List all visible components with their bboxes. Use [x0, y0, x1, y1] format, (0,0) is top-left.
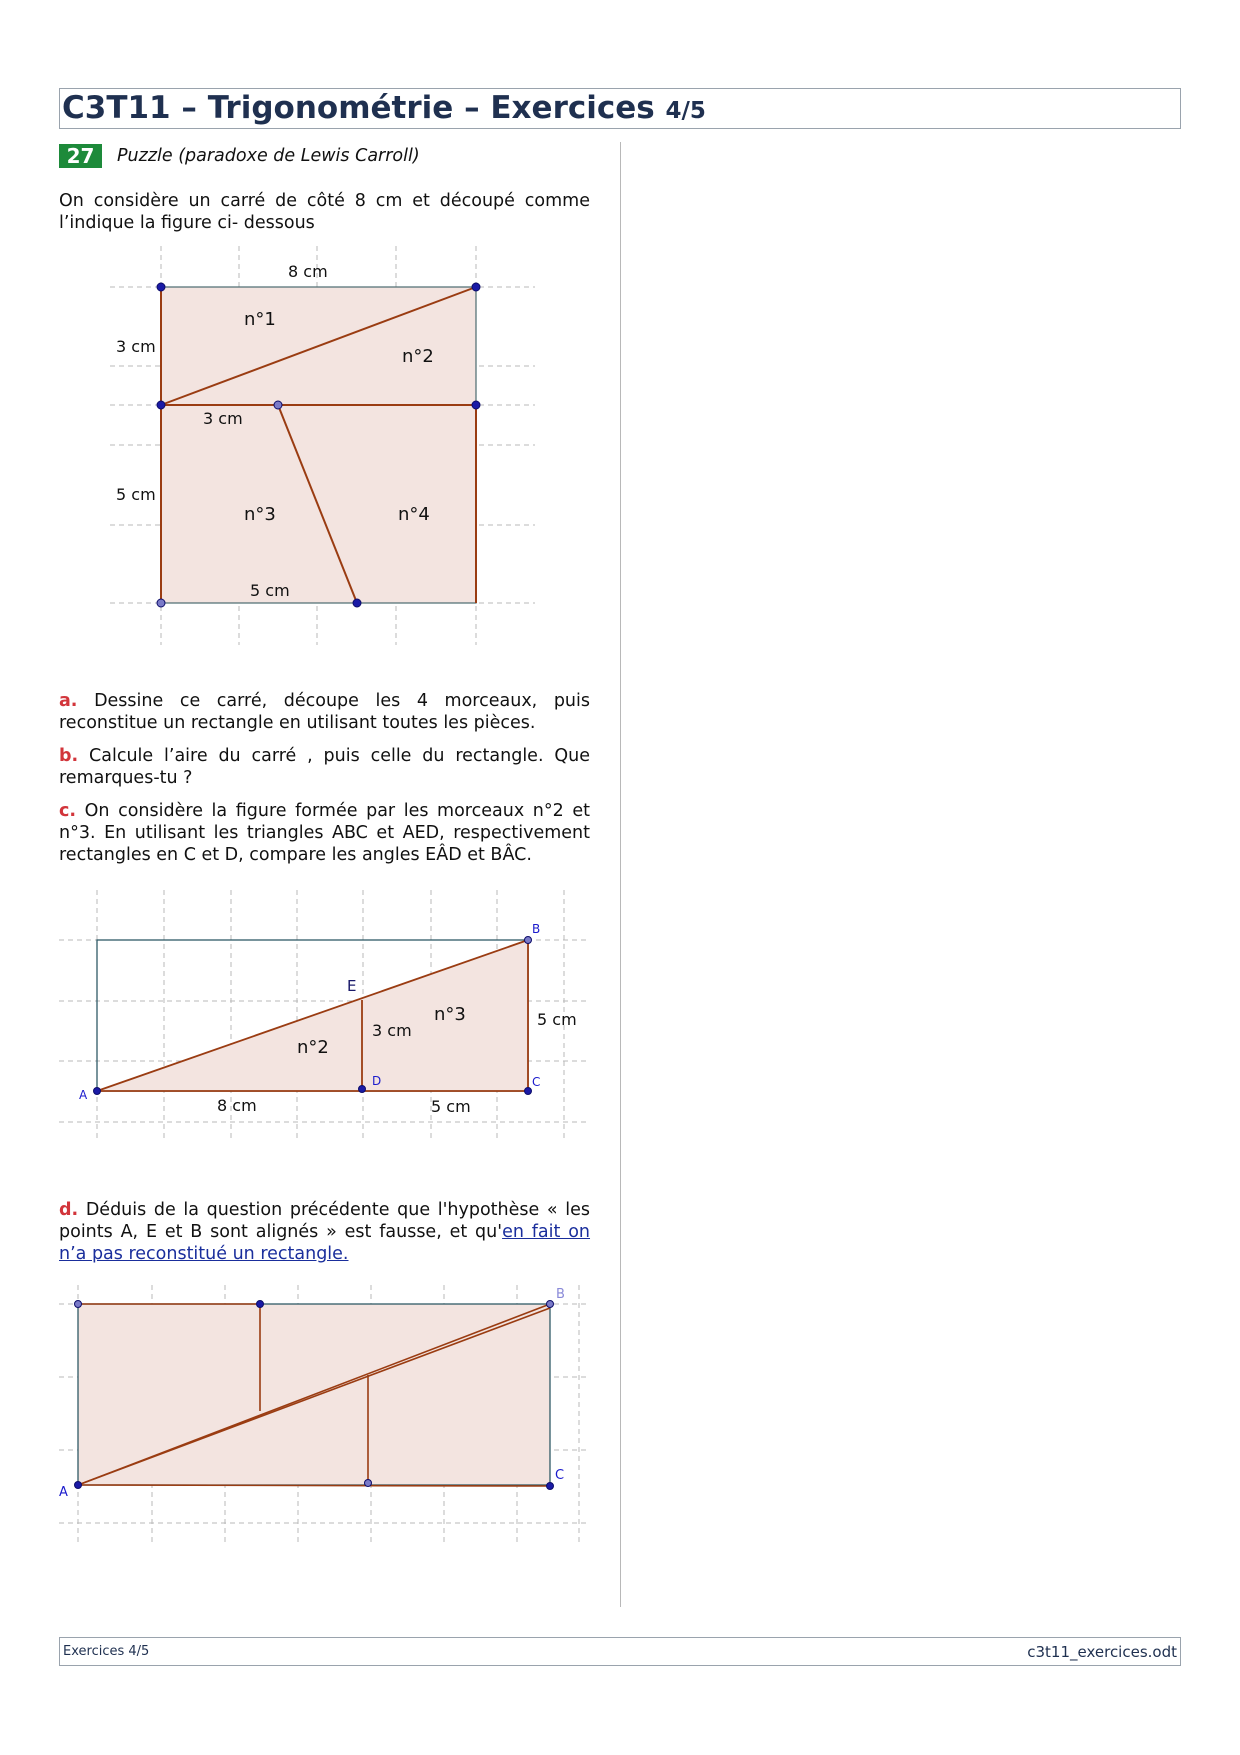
- question-text: Dessine ce carré, découpe les 4 morceaux, puis reconstitue un rectangle en utilisant toutes les pièces.: [59, 691, 590, 733]
- point-label-d: D: [372, 1074, 382, 1088]
- figure-triangles-abc-aed: [59, 890, 594, 1145]
- point-label-c: C: [555, 1468, 565, 1483]
- exercise-title: Puzzle (paradoxe de Lewis Carroll): [117, 146, 420, 166]
- question-letter: d.: [59, 1200, 79, 1220]
- title-text: C3T11 – Trigonométrie – Exercices: [62, 90, 655, 126]
- label-dc: 5 cm: [431, 1097, 471, 1116]
- label-left-top: 3 cm: [116, 337, 156, 356]
- footer-page-label: Exercices 4/5: [63, 1644, 150, 1659]
- question-c: [59, 800, 590, 866]
- question-text: Calcule l’aire du carré , puis celle du rectangle. Que remarques-tu ?: [59, 746, 590, 788]
- label-piece-2: n°2: [402, 346, 434, 367]
- label-de: 3 cm: [372, 1021, 412, 1040]
- question-b: [59, 745, 590, 789]
- page-header: [59, 88, 1181, 129]
- point-label-a: A: [59, 1485, 68, 1500]
- label-piece-2: n°2: [297, 1037, 329, 1058]
- label-piece-3: n°3: [244, 504, 276, 525]
- point-label-a: A: [79, 1088, 88, 1102]
- question-text: Déduis de la question précédente que l'hypothèse « les points A, E et B sont alignés » est fausse, et qu': [59, 1200, 590, 1242]
- footer-filename: c3t11_exercices.odt: [1027, 1643, 1177, 1661]
- figure-reconstituted-rectangle: [59, 1285, 594, 1545]
- page-title: [62, 91, 706, 128]
- page-footer: [59, 1637, 1181, 1666]
- label-piece-1: n°1: [244, 309, 276, 330]
- point-label-c: C: [532, 1075, 541, 1089]
- label-left-bottom: 5 cm: [116, 485, 156, 504]
- label-piece-3: n°3: [434, 1004, 466, 1025]
- exercise-intro: On considère un carré de côté 8 cm et découpé comme l’indique la figure ci- dessous: [59, 191, 590, 233]
- label-middle-segment: 3 cm: [203, 409, 243, 428]
- page-indicator: 4/5: [665, 98, 706, 124]
- point-label-b: B: [532, 922, 541, 936]
- exercise-number-badge: 27: [59, 144, 102, 168]
- label-side-top: 8 cm: [288, 262, 328, 281]
- label-bottom-segment: 5 cm: [250, 581, 290, 600]
- question-letter: a.: [59, 691, 78, 711]
- question-text: On considère la figure formée par les morceaux n°2 et n°3. En utilisant les triangles ABC et AED, respectivement rectangles en C et D, compare les angles EÂD et BÂC.: [59, 801, 590, 865]
- column-divider: [620, 142, 621, 1607]
- square-fill: [161, 287, 476, 603]
- point-label-b: B: [556, 1287, 565, 1302]
- label-ad: 8 cm: [217, 1096, 257, 1115]
- conclusion-link[interactable]: en fait on n’a pas reconstitué un rectangle.: [59, 1222, 591, 1264]
- question-a: [59, 690, 590, 734]
- label-bc: 5 cm: [537, 1010, 577, 1029]
- point-label-e: E: [347, 977, 357, 995]
- label-piece-4: n°4: [398, 504, 430, 525]
- question-d: [59, 1199, 590, 1265]
- figure-square-puzzle: [110, 240, 540, 650]
- question-letter: b.: [59, 746, 79, 766]
- question-letter: c.: [59, 801, 77, 821]
